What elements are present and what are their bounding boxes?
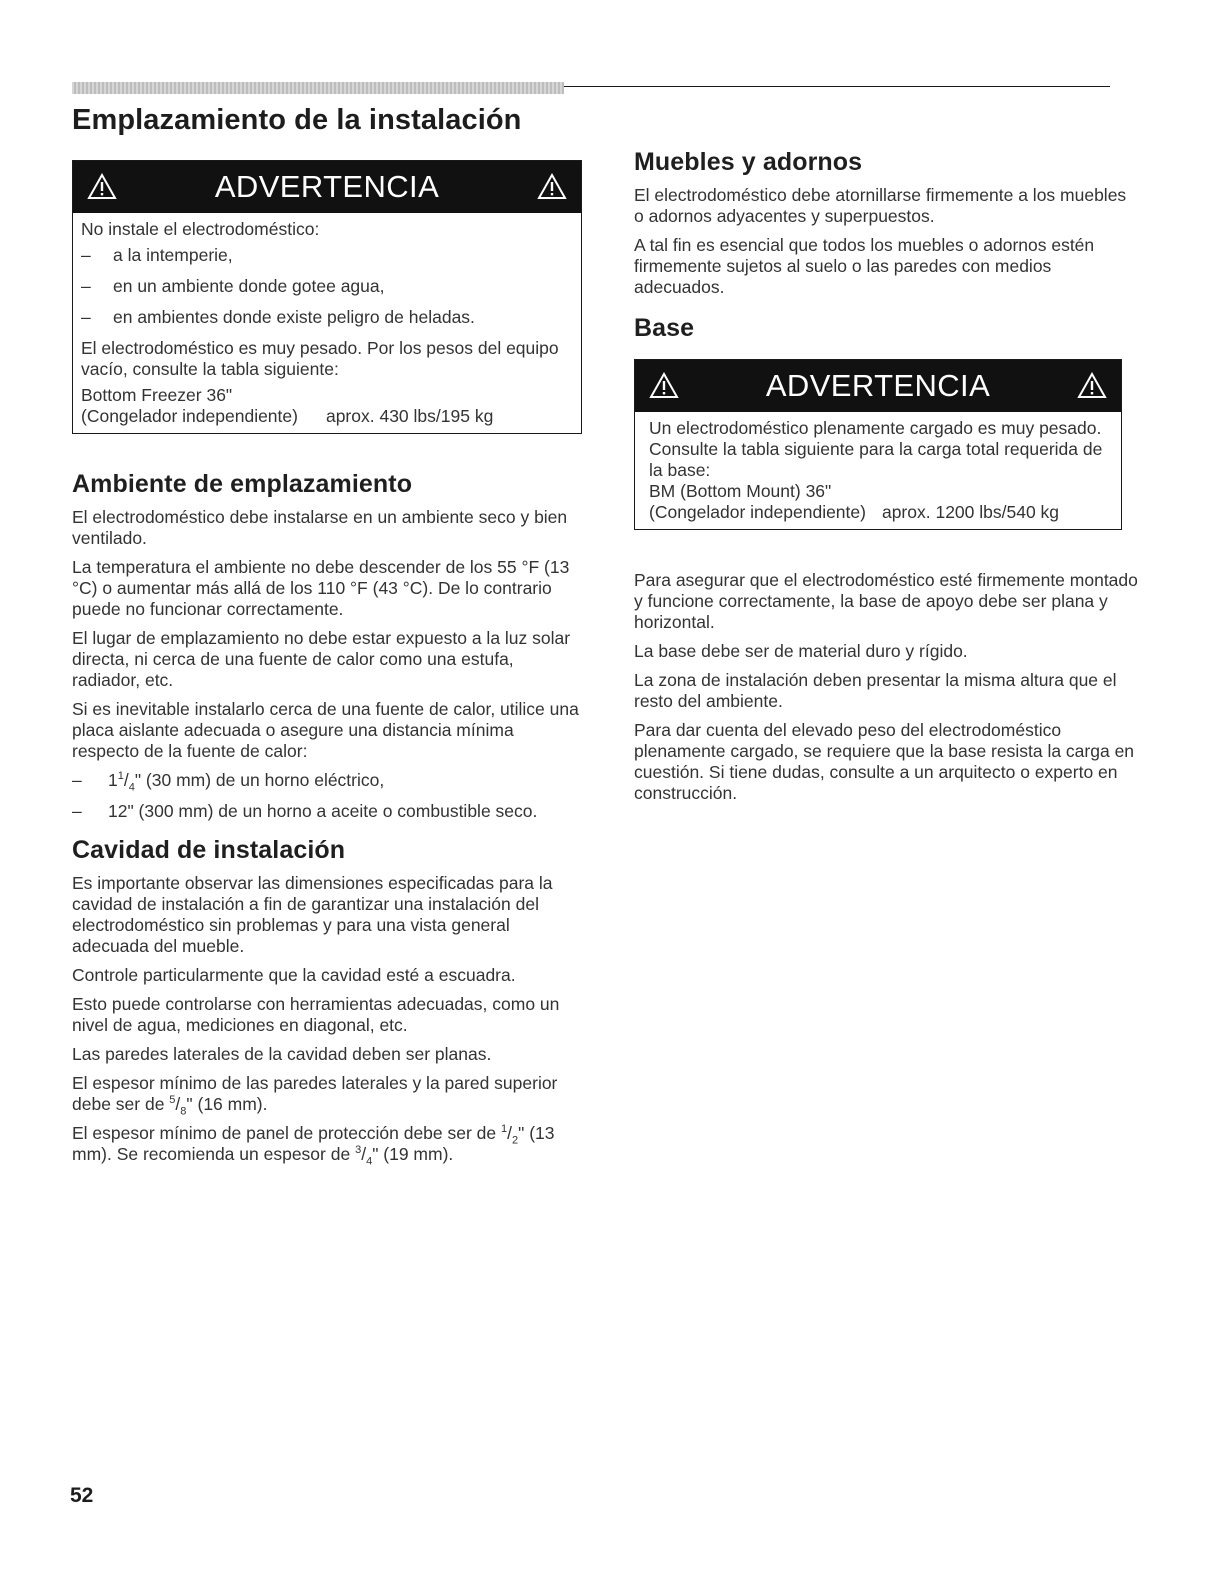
header-decor-bar (72, 82, 564, 94)
right-column (634, 148, 1140, 812)
list-item: – en ambientes donde existe peligro de heladas. (81, 307, 571, 328)
section-muebles (634, 148, 1140, 298)
warning-triangle-icon (537, 173, 567, 200)
paragraph: Controle particularmente que la cavidad esté a escuadra. (72, 965, 516, 985)
warning-body (635, 412, 1121, 529)
section-base (634, 314, 1140, 804)
warning-intro: No instale el electrodoméstico: (81, 219, 320, 239)
paragraph: El electrodoméstico debe instalarse en un ambiente seco y bien ventilado. (72, 507, 568, 548)
weight-table (81, 385, 571, 427)
model-desc: (Congelador independiente) (649, 502, 866, 522)
page-title: Emplazamiento de la instalación (72, 104, 522, 136)
section-heading: Ambiente de emplazamiento (72, 470, 413, 498)
distance-list (72, 770, 582, 822)
paragraph: El espesor mínimo de las paredes laterales y la pared superior debe ser de $^5/_8$" (16 mm). (72, 1073, 558, 1118)
warning-triangle-icon (87, 173, 117, 200)
model-weight: aprox. 430 lbs/195 kg (325, 406, 494, 426)
warning-title: ADVERTENCIA (765, 368, 991, 403)
weight-note: El electrodoméstico es muy pesado. Por los pesos del equipo vacío, consulte la tabla siguiente: (81, 338, 559, 379)
paragraph: La temperatura el ambiente no debe descender de los 55 °F (13 °C) o aumentar más allá de los 110 °F (43 °C). De lo contrario puede no funcionar correctamente. (72, 557, 570, 619)
model-line: Bottom Freezer 36" (81, 385, 233, 405)
section-heading: Cavidad de instalación (72, 836, 346, 864)
paragraph: A tal fin es esencial que todos los muebles o adornos estén firmemente sujetos al suelo o las paredes con medios adecuados. (634, 235, 1095, 297)
warning-triangle-icon (649, 372, 679, 399)
page-number: 52 (70, 1484, 94, 1507)
section-cavidad (72, 836, 582, 1168)
paragraph: La base debe ser de material duro y rígido. (634, 641, 968, 661)
list-item: – a la intemperie, (81, 245, 571, 266)
header-rule (564, 86, 1110, 87)
warning-list (81, 245, 571, 328)
paragraph: Las paredes laterales de la cavidad deben ser planas. (72, 1044, 492, 1064)
list-item: – en un ambiente donde gotee agua, (81, 276, 571, 297)
paragraph: Si es inevitable instalarlo cerca de una fuente de calor, utilice una placa aislante adecuada o asegure una distancia mínima respecto de la fuente de calor: (72, 699, 579, 761)
model-line: BM (Bottom Mount) 36" (649, 481, 832, 501)
section-ambiente (72, 470, 582, 822)
paragraph: Para dar cuenta del elevado peso del electrodoméstico plenamente cargado, se requiere que la base resista la carga en cuestión. Si tiene dudas, consulte a un arquitecto o experto en construcción. (634, 720, 1135, 803)
section-heading: Muebles y adornos (634, 148, 863, 176)
model-desc: (Congelador independiente) (81, 406, 298, 426)
warning-header (73, 161, 581, 213)
paragraph: El espesor mínimo de panel de protección debe ser de $^1/_2$" (13 mm). Se recomienda un espesor de $^3/_4$" (19 mm). (72, 1123, 555, 1168)
warning-box-installation (72, 160, 582, 434)
warning-header (635, 360, 1121, 412)
paragraph: El lugar de emplazamiento no debe estar expuesto a la luz solar directa, ni cerca de una fuente de calor como una estufa, radiador, etc. (72, 628, 571, 690)
list-item: – $1^1/_4$" (30 mm) de un horno eléctrico, (72, 770, 582, 791)
warning-box-base (634, 359, 1122, 530)
warning-triangle-icon (1077, 372, 1107, 399)
warning-text: Un electrodoméstico plenamente cargado es muy pesado. Consulte la tabla siguiente para la carga total requerida de la base: (649, 418, 1103, 480)
model-weight: aprox. 1200 lbs/540 kg (881, 502, 1060, 522)
section-heading: Base (634, 314, 695, 342)
paragraph: El electrodoméstico debe atornillarse firmemente a los muebles o adornos adyacentes y superpuestos. (634, 185, 1127, 226)
left-column (72, 160, 582, 1173)
paragraph: Esto puede controlarse con herramientas adecuadas, como un nivel de agua, mediciones en diagonal, etc. (72, 994, 560, 1035)
paragraph: La zona de instalación deben presentar la misma altura que el resto del ambiente. (634, 670, 1117, 711)
weight-table (649, 481, 1111, 523)
warning-title: ADVERTENCIA (214, 169, 440, 204)
warning-body (73, 213, 581, 433)
paragraph: Para asegurar que el electrodoméstico esté firmemente montado y funcione correctamente, la base de apoyo debe ser plana y horizontal. (634, 570, 1138, 632)
weight-row (649, 502, 1111, 523)
list-item: – 12" (300 mm) de un horno a aceite o combustible seco. (72, 801, 582, 822)
weight-row (81, 406, 571, 427)
paragraph: Es importante observar las dimensiones especificadas para la cavidad de instalación a fin de garantizar una instalación del electrodoméstico sin problemas y para una vista general adecuada del mueble. (72, 873, 553, 956)
